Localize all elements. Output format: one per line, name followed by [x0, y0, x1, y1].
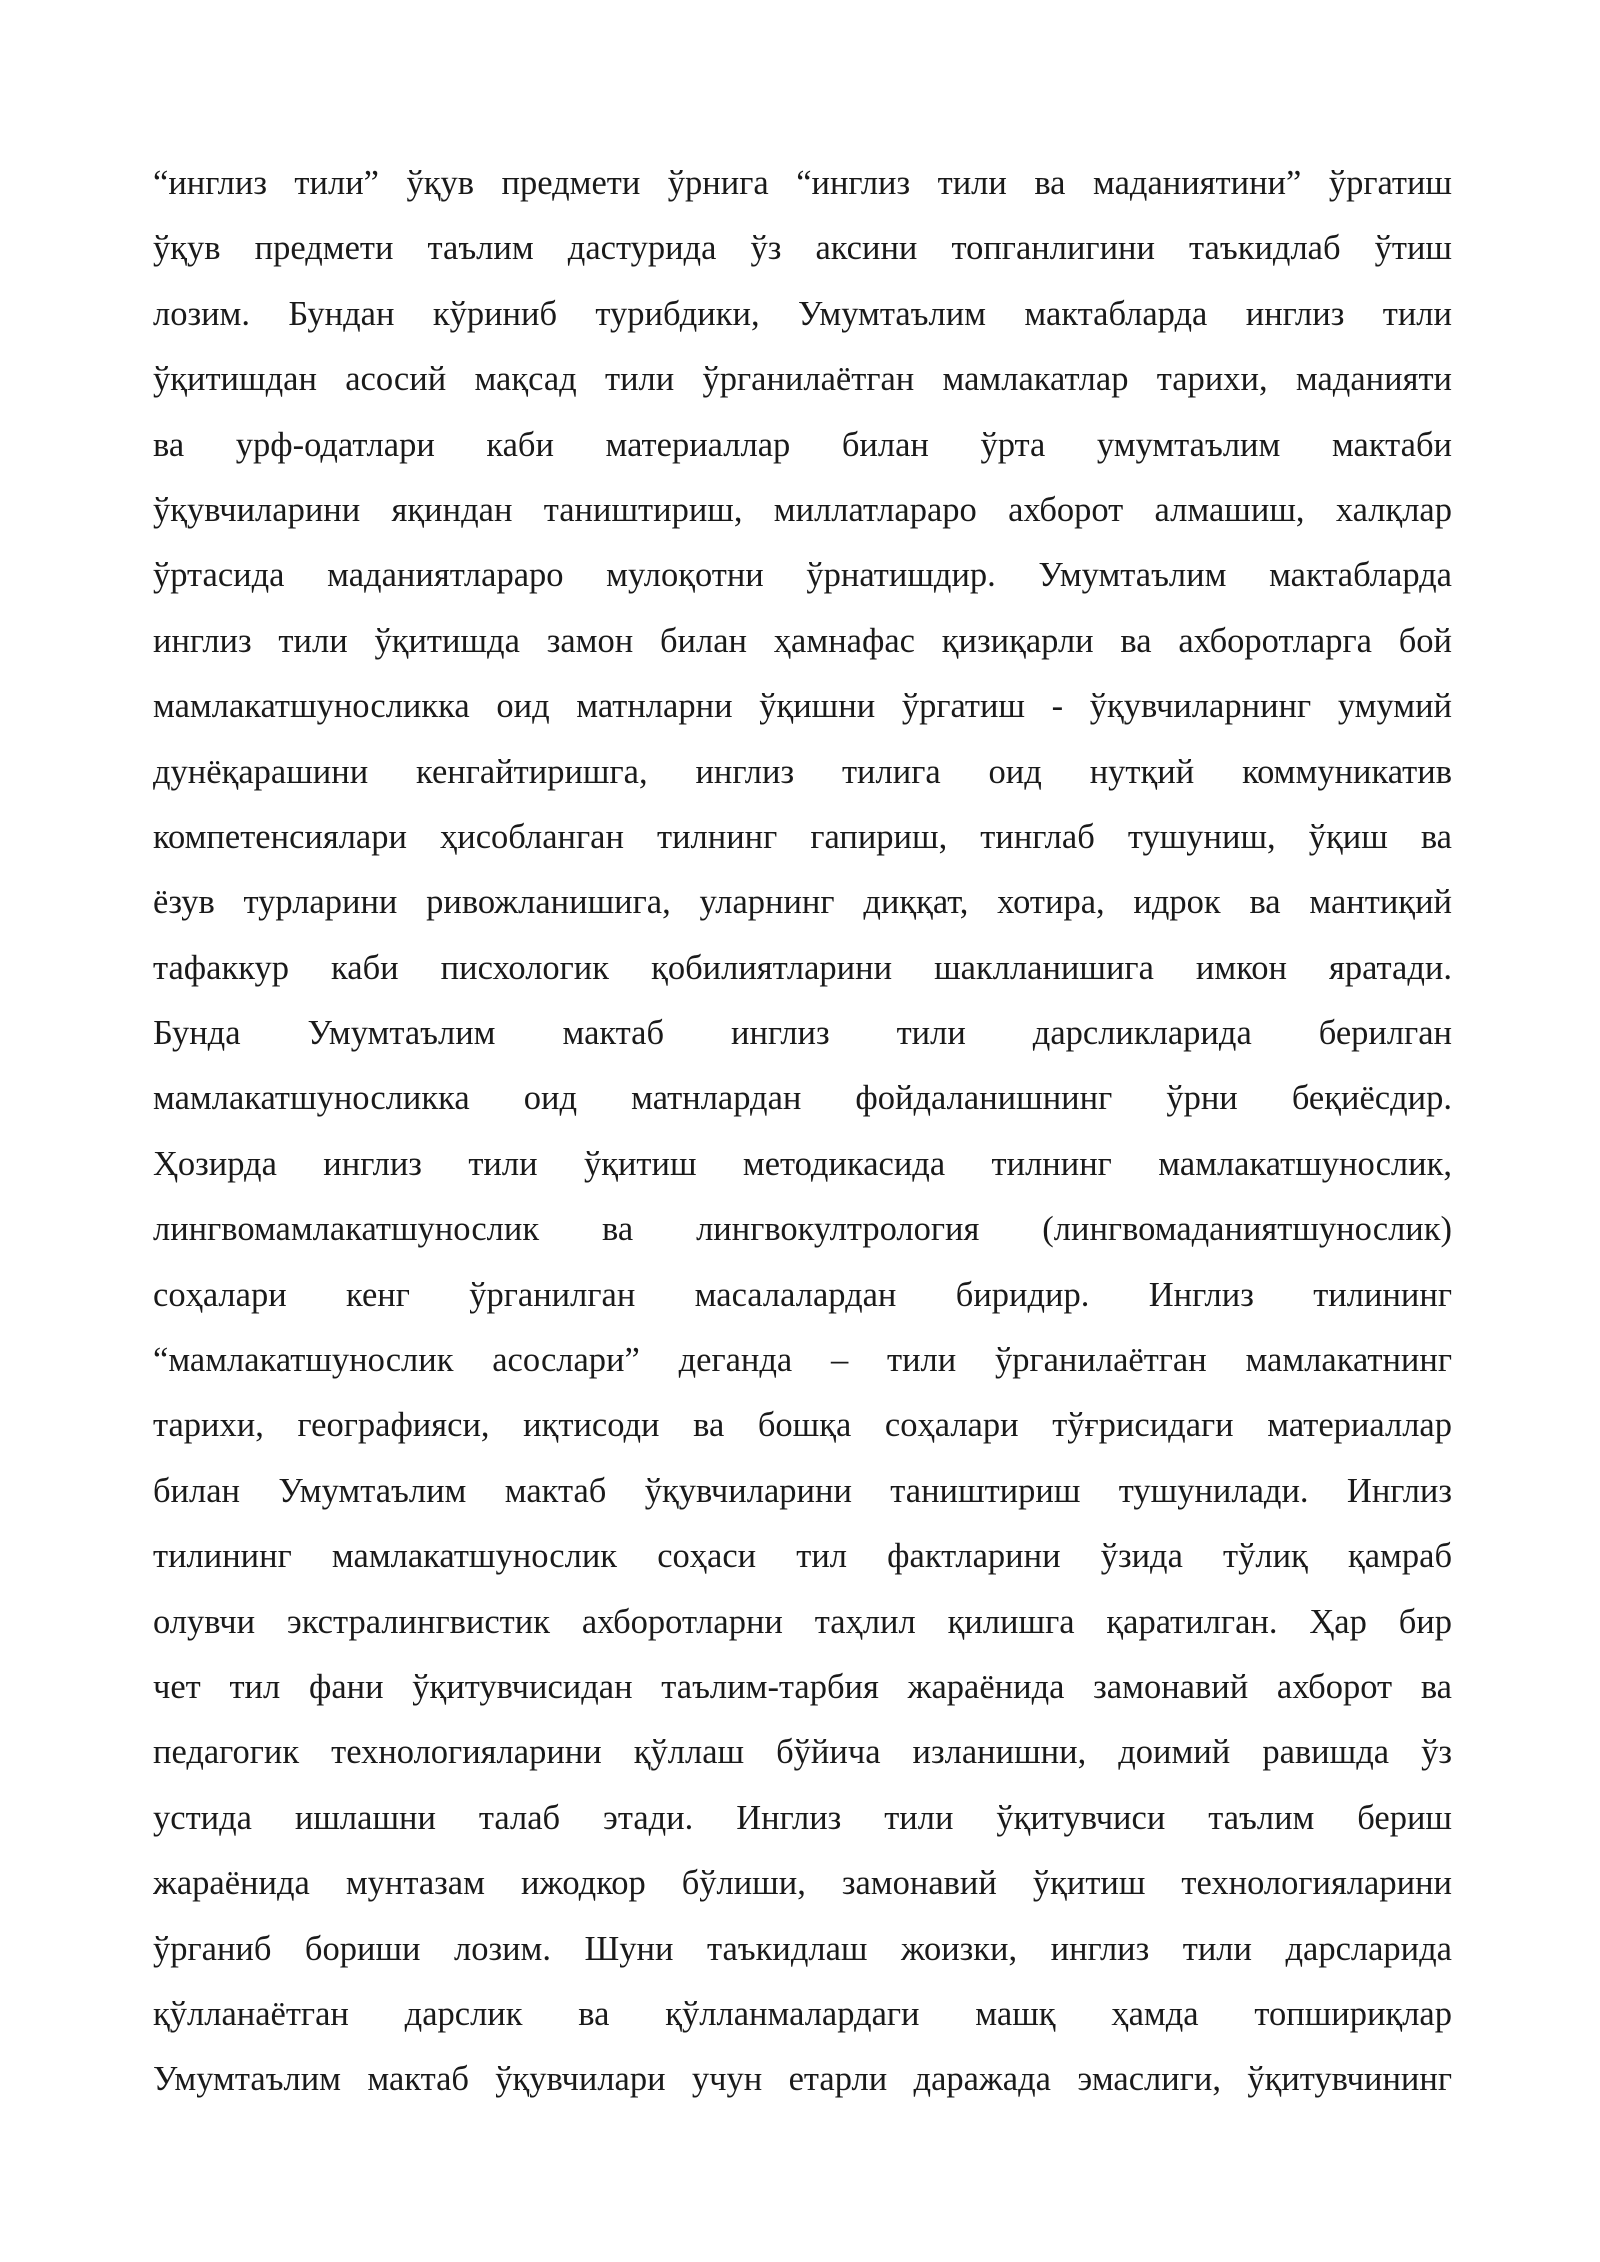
- text-line: қўлланаётган дарслик ва қўлланмалардаги машқ ҳамда топшириқлар: [153, 1994, 1452, 2033]
- text-line: чет тил фани ўқитувчисидан таълим-тарбия жараёнида замонавий ахборот ва: [153, 1667, 1452, 1706]
- text-line: ва урф-одатлари каби материаллар билан ўрта умумтаълим мактаби: [153, 425, 1452, 464]
- text-line: ўқитишдан асосий мақсад тили ўрганилаётган мамлакатлар тарихи, маданияти: [153, 360, 1452, 399]
- text-line: инглиз тили ўқитишда замон билан ҳамнафас қизиқарли ва ахборотларга бой: [153, 621, 1452, 660]
- text-line: билан Умумтаълим мактаб ўқувчиларини таништириш тушунилади. Инглиз: [153, 1471, 1452, 1510]
- text-line: “инглиз тили” ўқув предмети ўрнига “инглиз тили ва маданиятини” ўргатиш: [153, 164, 1452, 202]
- text-line: мамлакатшуносликка оид матнлардан фойдаланишнинг ўрни беқиёсдир.: [153, 1079, 1452, 1118]
- text-line: устида ишлашни талаб этади. Инглиз тили ўқитувчиси таълим бериш: [153, 1798, 1452, 1837]
- text-line: Ҳозирда инглиз тили ўқитиш методикасида тилнинг мамлакатшунослик,: [153, 1144, 1452, 1183]
- text-line: лозим. Бундан кўриниб турибдики, Умумтаълим мактабларда инглиз тили: [153, 294, 1452, 333]
- text-line: ёзув турларини ривожланишига, уларнинг диққат, хотира, идрок ва мантиқий: [153, 883, 1452, 922]
- text-line: тафаккур каби писхологик қобилиятларини шаклланишига имкон яратади.: [153, 948, 1452, 987]
- text-line: ўқувчиларини яқиндан таништириш, миллатлараро ахборот алмашиш, халқлар: [153, 490, 1452, 529]
- text-line: тилининг мамлакатшунослик соҳаси тил фактларини ўзида тўлиқ қамраб: [153, 1537, 1452, 1576]
- text-line: ўрганиб бориши лозим. Шуни таъкидлаш жоизки, инглиз тили дарсларида: [153, 1929, 1452, 1968]
- text-line: тарихи, географияси, иқтисоди ва бошқа соҳалари тўғрисидаги материаллар: [153, 1406, 1452, 1445]
- text-line: Бунда Умумтаълим мактаб инглиз тили дарсликларида берилган: [153, 1014, 1452, 1053]
- text-line: олувчи экстралингвистик ахборотларни таҳлил қилишга қаратилган. Ҳар бир: [153, 1602, 1452, 1641]
- text-line: соҳалари кенг ўрганилган масалалардан биридир. Инглиз тилининг: [153, 1275, 1452, 1314]
- text-line: лингвомамлакатшунослик ва лингвокултрология (лингвомаданиятшунослик): [153, 1210, 1452, 1249]
- text-line: Умумтаълим мактаб ўқувчилари учун етарли даражада эмаслиги, ўқитувчининг: [153, 2060, 1452, 2099]
- text-line: дунёқарашини кенгайтиришга, инглиз тилига оид нутқий коммуникатив: [153, 752, 1452, 791]
- text-line: ўқув предмети таълим дастурида ўз аксини топганлигини таъкидлаб ўтиш: [153, 229, 1452, 268]
- text-line: ўртасида маданиятлараро мулоқотни ўрнатишдир. Умумтаълим мактабларда: [153, 556, 1452, 595]
- text-line: мамлакатшуносликка оид матнларни ўқишни ўргатиш - ўқувчиларнинг умумий: [153, 687, 1452, 726]
- text-line: “мамлакатшунослик асослари” деганда – тили ўрганилаётган мамлакатнинг: [153, 1341, 1452, 1380]
- text-line: жараёнида мунтазам ижодкор бўлиши, замонавий ўқитиш технологияларини: [153, 1864, 1452, 1903]
- text-line: компетенсиялари ҳисобланган тилнинг гапириш, тинглаб тушуниш, ўқиш ва: [153, 817, 1452, 856]
- text-line: педагогик технологияларини қўллаш бўйича изланишни, доимий равишда ўз: [153, 1733, 1452, 1772]
- body-paragraph: [153, 151, 1452, 2113]
